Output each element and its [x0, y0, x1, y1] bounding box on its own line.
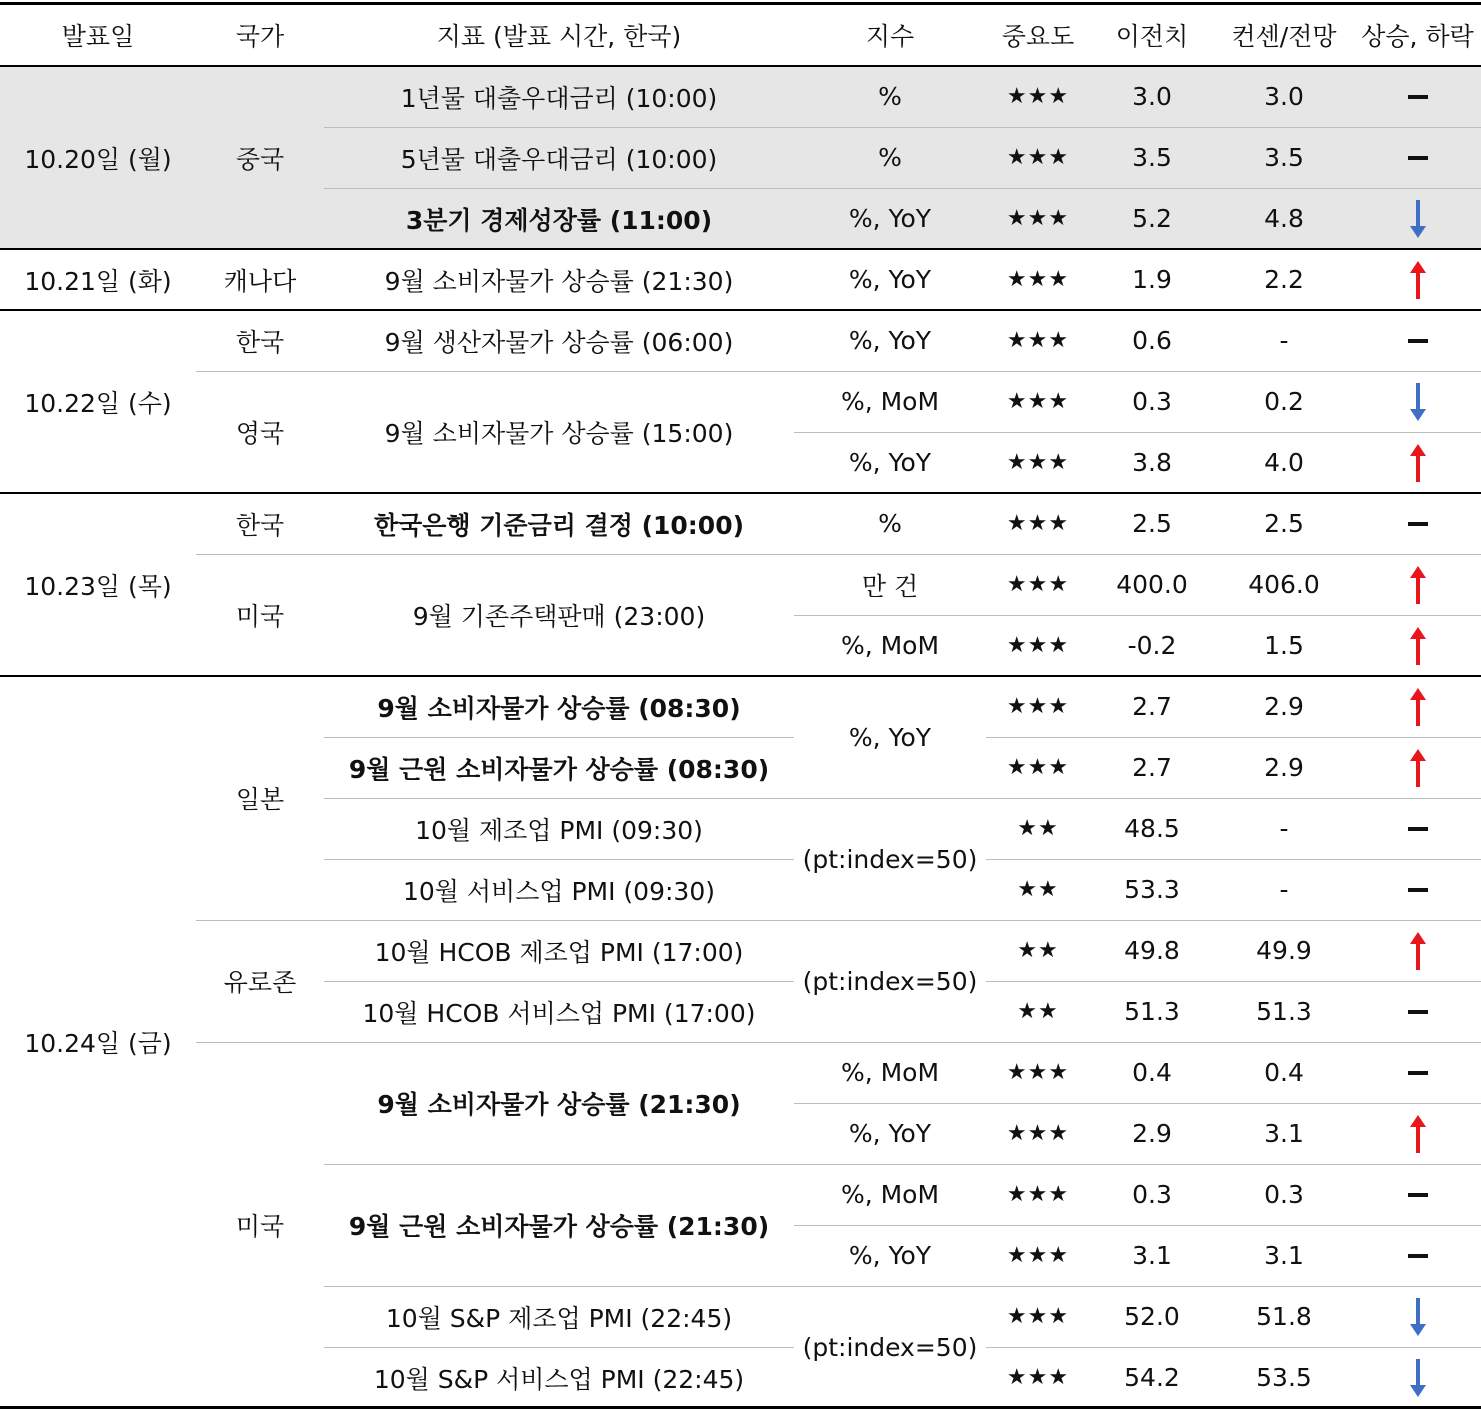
header-indicator: 지표 (발표 시간, 한국) — [436, 22, 682, 51]
indicator-cell: 10월 S&P 서비스업 PMI (22:45) — [373, 1364, 745, 1394]
unit-cell: %, MoM — [840, 1058, 940, 1087]
previous-value: 3.0 — [1132, 82, 1172, 111]
previous-value: 48.5 — [1124, 814, 1180, 843]
country-cell: 유로존 — [223, 968, 297, 997]
header-direction: 상승, 하락 — [1361, 22, 1474, 51]
arrow-up-icon — [1354, 737, 1481, 798]
importance-stars: ★★★ — [1006, 694, 1070, 719]
indicator-cell: 9월 소비자물가 상승률 (21:30) — [377, 1090, 741, 1119]
importance-stars: ★★★ — [1006, 328, 1070, 353]
importance-stars: ★★ — [1017, 877, 1059, 902]
flat-dash-icon — [1354, 798, 1481, 859]
unit-cell: %, MoM — [840, 1180, 940, 1209]
unit-cell: %, MoM — [840, 631, 940, 660]
arrow-up-icon — [1354, 249, 1481, 310]
flat-dash-icon — [1354, 66, 1481, 127]
indicator-cell: 1년물 대출우대금리 (10:00) — [400, 83, 718, 113]
importance-stars: ★★★ — [1006, 1304, 1070, 1329]
header-country: 국가 — [235, 22, 285, 51]
arrow-down-icon — [1354, 1286, 1481, 1347]
arrow-down-icon — [1354, 1347, 1481, 1408]
flat-dash-icon — [1354, 981, 1481, 1042]
previous-value: 2.5 — [1132, 509, 1172, 538]
unit-cell: %, YoY — [848, 448, 932, 477]
importance-stars: ★★★ — [1006, 1182, 1070, 1207]
country-cell: 중국 — [235, 144, 285, 174]
importance-stars: ★★★ — [1006, 389, 1070, 414]
unit-cell: %, YoY — [848, 204, 932, 233]
arrow-up-icon — [1354, 615, 1481, 676]
country-cell: 한국 — [235, 327, 285, 357]
previous-value: 400.0 — [1116, 570, 1188, 599]
previous-value: 3.8 — [1132, 448, 1172, 477]
unit-cell: %, MoM — [840, 387, 940, 416]
indicator-cell: 9월 소비자물가 상승률 (21:30) — [384, 266, 734, 296]
header-importance: 중요도 — [1001, 22, 1075, 51]
importance-stars: ★★★ — [1006, 267, 1070, 292]
importance-stars: ★★★ — [1006, 450, 1070, 475]
country-cell: 미국 — [235, 1212, 285, 1241]
flat-dash-icon — [1354, 1164, 1481, 1225]
header-unit: 지수 — [865, 22, 915, 51]
row-divider — [324, 737, 794, 738]
importance-stars: ★★★ — [1006, 1243, 1070, 1268]
unit-cell: % — [878, 509, 902, 538]
previous-value: 54.2 — [1124, 1363, 1180, 1392]
consensus-value: 3.1 — [1264, 1119, 1304, 1148]
importance-stars: ★★★ — [1006, 511, 1070, 536]
consensus-value: - — [1279, 814, 1289, 843]
arrow-up-icon — [1354, 432, 1481, 493]
consensus-value: 0.4 — [1264, 1058, 1304, 1087]
indicator-cell: 10월 HCOB 제조업 PMI (17:00) — [374, 937, 744, 967]
date-cell: 10.24일 (금) — [24, 1029, 172, 1058]
consensus-value: 406.0 — [1248, 570, 1320, 599]
importance-stars: ★★★ — [1006, 755, 1070, 780]
previous-value: 52.0 — [1124, 1302, 1180, 1331]
indicator-cell: 10월 S&P 제조업 PMI (22:45) — [385, 1303, 733, 1333]
unit-cell: (pt:index=50) — [802, 844, 978, 874]
indicator-cell: 9월 기존주택판매 (23:00) — [412, 602, 706, 631]
consensus-value: 3.5 — [1264, 143, 1304, 172]
indicator-cell: 한국은행 기준금리 결정 (10:00) — [373, 510, 745, 540]
consensus-value: 53.5 — [1256, 1363, 1312, 1392]
flat-dash-icon — [1354, 1042, 1481, 1103]
consensus-value: 49.9 — [1256, 936, 1312, 965]
importance-stars: ★★★ — [1006, 1060, 1070, 1085]
consensus-value: - — [1279, 875, 1289, 904]
importance-stars: ★★★ — [1006, 633, 1070, 658]
previous-value: 5.2 — [1132, 204, 1172, 233]
previous-value: 2.7 — [1132, 753, 1172, 782]
consensus-value: - — [1279, 326, 1289, 355]
header-date: 발표일 — [61, 22, 135, 51]
consensus-value: 3.1 — [1264, 1241, 1304, 1270]
previous-value: 53.3 — [1124, 875, 1180, 904]
arrow-up-icon — [1354, 1103, 1481, 1164]
date-cell: 10.22일 (수) — [24, 388, 172, 418]
previous-value: 49.8 — [1124, 936, 1180, 965]
consensus-value: 4.8 — [1264, 204, 1304, 233]
arrow-up-icon — [1354, 676, 1481, 737]
flat-dash-icon — [1354, 1225, 1481, 1286]
arrow-up-icon — [1354, 554, 1481, 615]
importance-stars: ★★ — [1017, 816, 1059, 841]
arrow-up-icon — [1354, 920, 1481, 981]
row-divider — [324, 859, 794, 860]
importance-stars: ★★★ — [1006, 1121, 1070, 1146]
indicator-cell: 3분기 경제성장률 (11:00) — [405, 205, 713, 235]
date-cell: 10.23일 (목) — [24, 571, 172, 601]
country-cell: 영국 — [235, 419, 285, 448]
flat-dash-icon — [1354, 493, 1481, 554]
indicator-cell: 10월 제조업 PMI (09:30) — [415, 815, 703, 845]
flat-dash-icon — [1354, 127, 1481, 188]
unit-cell: %, YoY — [848, 1119, 932, 1148]
unit-cell: %, YoY — [848, 326, 932, 355]
importance-stars: ★★ — [1017, 938, 1059, 963]
previous-value: 51.3 — [1124, 997, 1180, 1026]
indicator-cell: 5년물 대출우대금리 (10:00) — [400, 144, 718, 174]
consensus-value: 2.9 — [1264, 692, 1304, 721]
flat-dash-icon — [1354, 310, 1481, 371]
importance-stars: ★★ — [1017, 999, 1059, 1024]
consensus-value: 0.2 — [1264, 387, 1304, 416]
header-previous: 이전치 — [1115, 22, 1189, 51]
unit-cell: %, YoY — [848, 265, 932, 294]
importance-stars: ★★★ — [1006, 145, 1070, 170]
consensus-value: 51.8 — [1256, 1302, 1312, 1331]
unit-cell: (pt:index=50) — [802, 966, 978, 996]
previous-value: 0.4 — [1132, 1058, 1172, 1087]
country-cell: 캐나다 — [223, 266, 297, 296]
previous-value: 2.9 — [1132, 1119, 1172, 1148]
indicator-cell: 9월 근원 소비자물가 상승률 (08:30) — [348, 754, 770, 784]
date-cell: 10.21일 (화) — [24, 266, 172, 296]
previous-value: 2.7 — [1132, 692, 1172, 721]
arrow-down-icon — [1354, 188, 1481, 249]
previous-value: 0.3 — [1132, 1180, 1172, 1209]
consensus-value: 2.2 — [1264, 265, 1304, 294]
top-border — [0, 2, 1481, 5]
consensus-value: 0.3 — [1264, 1180, 1304, 1209]
indicator-cell: 9월 소비자물가 상승률 (15:00) — [384, 419, 734, 448]
consensus-value: 1.5 — [1264, 631, 1304, 660]
unit-cell: 만 건 — [861, 571, 919, 601]
previous-value: 3.5 — [1132, 143, 1172, 172]
consensus-value: 2.9 — [1264, 753, 1304, 782]
country-cell: 미국 — [235, 602, 285, 631]
importance-stars: ★★★ — [1006, 1365, 1070, 1390]
previous-value: 0.6 — [1132, 326, 1172, 355]
unit-cell: (pt:index=50) — [802, 1332, 978, 1362]
consensus-value: 4.0 — [1264, 448, 1304, 477]
importance-stars: ★★★ — [1006, 206, 1070, 231]
indicator-cell: 10월 HCOB 서비스업 PMI (17:00) — [362, 998, 756, 1028]
unit-cell: % — [878, 82, 902, 111]
consensus-value: 51.3 — [1256, 997, 1312, 1026]
previous-value: 3.1 — [1132, 1241, 1172, 1270]
indicator-cell: 9월 근원 소비자물가 상승률 (21:30) — [348, 1212, 770, 1241]
previous-value: 1.9 — [1132, 265, 1172, 294]
row-divider — [324, 981, 794, 982]
indicator-cell: 9월 소비자물가 상승률 (08:30) — [377, 693, 741, 723]
header-consensus: 컨센/전망 — [1231, 22, 1337, 51]
indicator-cell: 9월 생산자물가 상승률 (06:00) — [384, 327, 734, 357]
row-divider — [324, 1347, 794, 1348]
previous-value: 0.3 — [1132, 387, 1172, 416]
unit-cell: % — [878, 143, 902, 172]
country-cell: 한국 — [235, 510, 285, 540]
indicator-cell: 10월 서비스업 PMI (09:30) — [403, 876, 715, 906]
arrow-down-icon — [1354, 371, 1481, 432]
importance-stars: ★★★ — [1006, 84, 1070, 109]
importance-stars: ★★★ — [1006, 572, 1070, 597]
consensus-value: 3.0 — [1264, 82, 1304, 111]
country-cell: 일본 — [235, 785, 285, 814]
unit-cell: %, YoY — [848, 1241, 932, 1270]
consensus-value: 2.5 — [1264, 509, 1304, 538]
previous-value: -0.2 — [1127, 631, 1177, 660]
unit-cell: %, YoY — [848, 722, 932, 752]
date-cell: 10.20일 (월) — [24, 144, 172, 174]
flat-dash-icon — [1354, 859, 1481, 920]
